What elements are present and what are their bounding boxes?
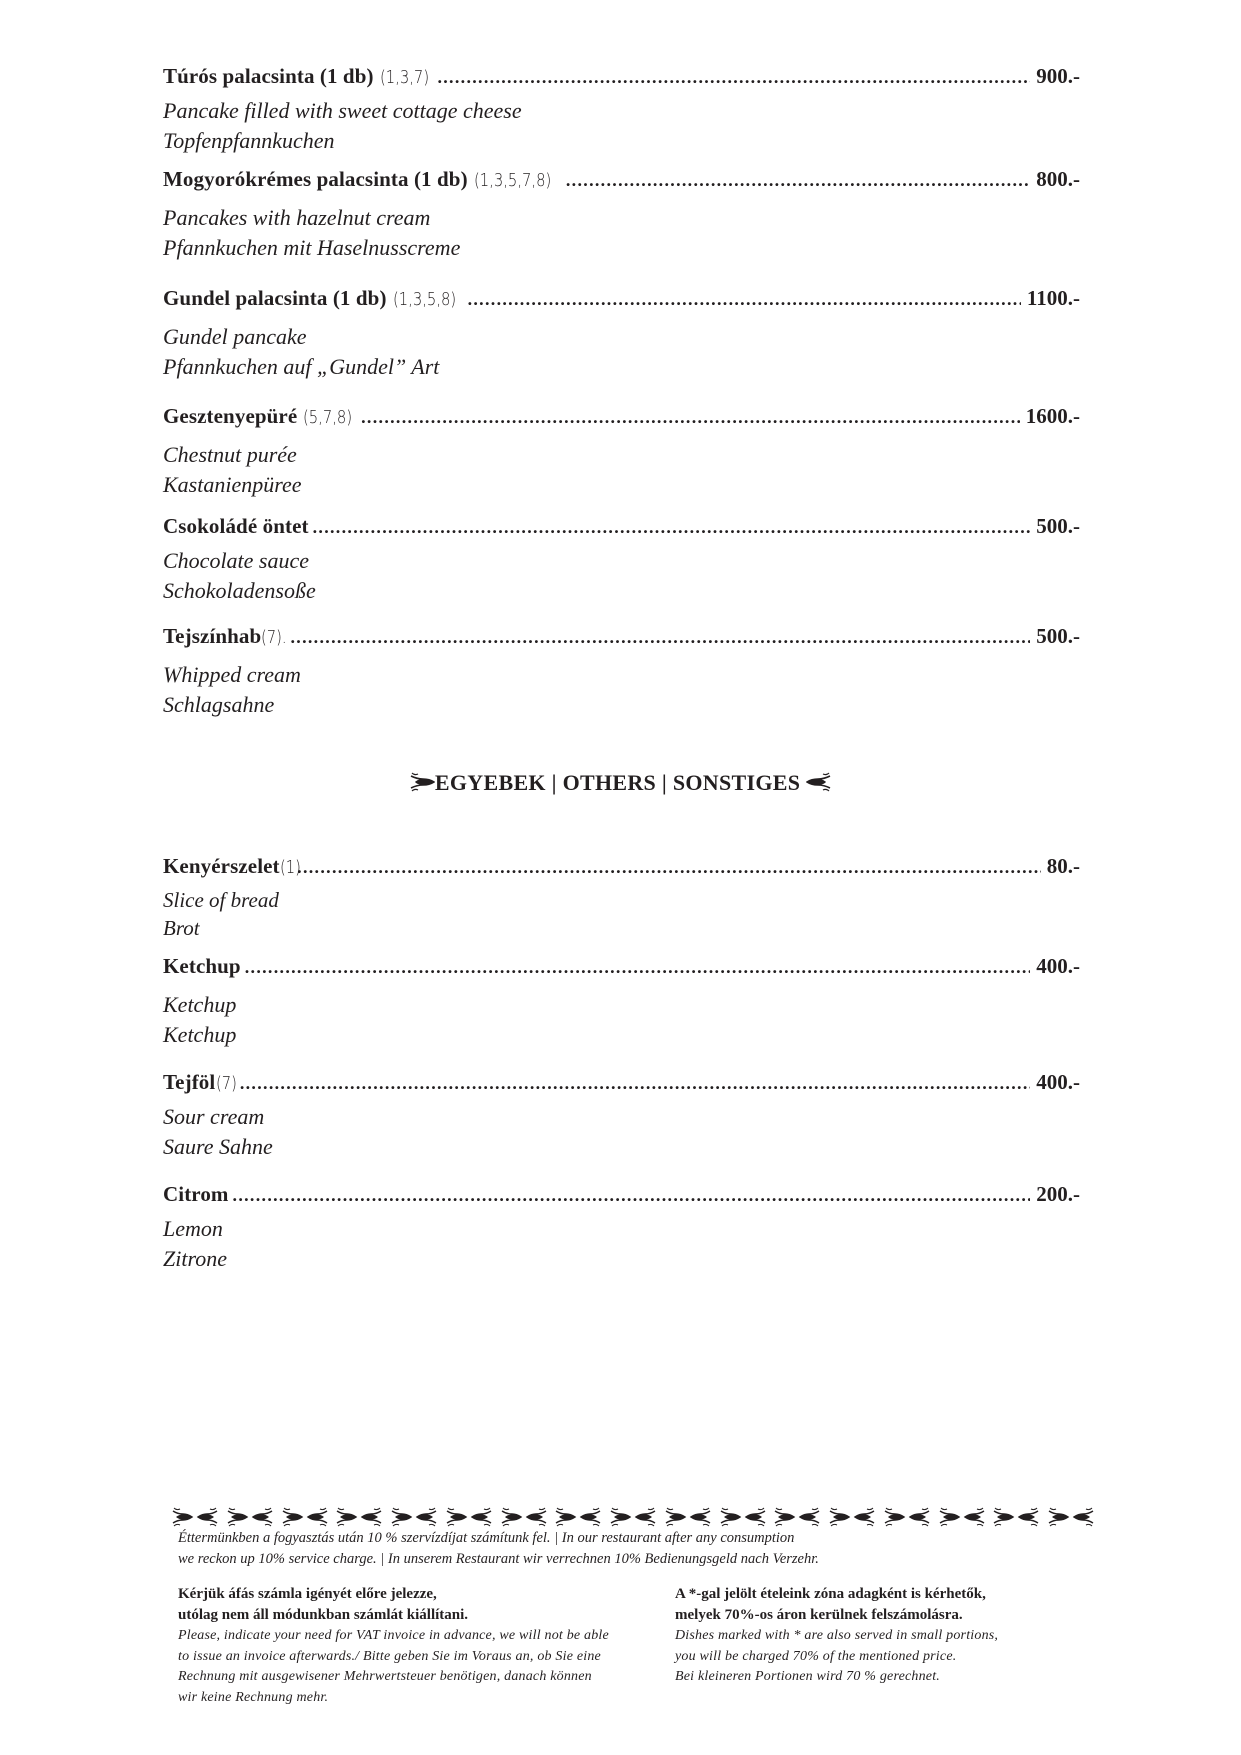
- menu-item: [163, 624, 1080, 720]
- item-price: 500.-: [1036, 624, 1080, 648]
- menu-item: [163, 854, 1080, 942]
- item-desc-en: Chocolate sauce: [163, 548, 310, 573]
- menu-item: [163, 64, 1080, 156]
- item-name: Túrós palacsinta (1 db): [163, 64, 374, 88]
- item-desc-de: Topfenpfannkuchen: [163, 128, 335, 153]
- item-name: Mogyorókrémes palacsinta (1 db): [163, 167, 468, 191]
- item-desc-de: Zitrone: [163, 1246, 227, 1271]
- item-price: 1100.-: [1026, 286, 1080, 310]
- menu-item: [163, 1182, 1080, 1274]
- vat-invoice-note: [178, 1584, 668, 1708]
- item-price: 800.-: [1036, 167, 1080, 191]
- item-name: Gundel palacsinta (1 db): [163, 286, 387, 310]
- item-allergens: (1,3,7): [379, 67, 429, 88]
- item-price: 400.-: [1036, 954, 1080, 978]
- item-desc-en: Whipped cream: [163, 662, 301, 687]
- item-desc-en: Pancake filled with sweet cottage cheese: [163, 98, 522, 123]
- item-desc-en: Chestnut purée: [163, 442, 297, 467]
- item-desc-de: Brot: [163, 916, 200, 940]
- dot-leader: [245, 957, 1031, 978]
- service-line-2: we reckon up 10% service charge. | In unserem Restaurant wir verrechnen 10% Bedienungsgeld nach Verzehr.: [178, 1551, 819, 1567]
- item-name: Tejszínhab: [163, 624, 262, 648]
- vat-italic-4: wir keine Rechnung mehr.: [178, 1689, 329, 1705]
- item-price: 80.-: [1046, 854, 1080, 878]
- vat-italic-1: Please, indicate your need for VAT invoice in advance, we will not be able: [178, 1628, 609, 1643]
- flourish-right-icon: [806, 770, 832, 800]
- menu-item: [163, 1070, 1080, 1162]
- portions-italic-3: Bei kleineren Portionen wird 70 % gerechnet.: [675, 1669, 941, 1684]
- item-desc-de: Ketchup: [163, 1022, 237, 1047]
- item-desc-de: Pfannkuchen auf „Gundel” Art: [163, 354, 440, 379]
- dot-leader: [468, 289, 1021, 310]
- menu-item: [163, 167, 1080, 263]
- vat-italic-3: Rechnung mit ausgewisener Mehrwertsteuer benötigen, danach können: [178, 1669, 592, 1684]
- dot-leader: [297, 857, 1041, 878]
- dot-leader: [313, 517, 1031, 538]
- dot-leader: [290, 627, 1030, 648]
- menu-item: [163, 286, 1080, 382]
- item-desc-de: Saure Sahne: [163, 1134, 273, 1159]
- item-name: Tejföl: [163, 1070, 216, 1094]
- item-name: Citrom: [163, 1182, 229, 1206]
- item-allergens: (7).: [261, 627, 287, 648]
- item-desc-de: Pfannkuchen mit Haselnusscreme: [163, 235, 461, 260]
- item-allergens: (1,3,5,7,8): [473, 170, 551, 191]
- item-desc-en: Pancakes with hazelnut cream: [163, 205, 431, 230]
- menu-item: [163, 954, 1080, 1050]
- portions-bold-2: melyek 70%-os áron kerülnek felszámolásra.: [675, 1607, 963, 1623]
- item-price: 400.-: [1036, 1070, 1080, 1094]
- small-portions-note: [675, 1584, 1095, 1688]
- item-price: 900.-: [1036, 64, 1080, 88]
- menu-item: [163, 404, 1080, 500]
- menu-item: [163, 514, 1080, 606]
- item-price: 1600.-: [1025, 404, 1080, 428]
- item-desc-en: Sour cream: [163, 1104, 265, 1129]
- portions-italic-2: you will be charged 70% of the mentioned price.: [675, 1648, 957, 1664]
- dot-leader: [437, 67, 1030, 88]
- section-heading: [0, 770, 1241, 800]
- service-charge-note: [178, 1528, 1078, 1570]
- item-desc-en: Slice of bread: [163, 888, 279, 912]
- item-allergens: (1,3,5,8): [392, 289, 456, 310]
- vat-italic-2: to issue an invoice afterwards./ Bitte geben Sie im Voraus an, ob Sie eine: [178, 1648, 601, 1664]
- dot-leader: [240, 1073, 1030, 1094]
- portions-bold-1: A *-gal jelölt ételeink zóna adagként is kérhetők,: [675, 1586, 986, 1602]
- item-desc-en: Gundel pancake: [163, 324, 307, 349]
- item-desc-de: Schokoladensoße: [163, 578, 316, 603]
- item-name: Gesztenyepüré: [163, 404, 298, 428]
- item-desc-en: Lemon: [163, 1216, 223, 1241]
- item-desc-de: Kastanienpüree: [163, 472, 302, 497]
- dot-leader: [361, 407, 1020, 428]
- vat-bold-1: Kérjük áfás számla igényét előre jelezze,: [178, 1586, 437, 1602]
- item-desc-en: Ketchup: [163, 992, 237, 1017]
- item-desc-de: Schlagsahne: [163, 692, 275, 717]
- dot-leader: [233, 1185, 1031, 1206]
- item-name: Ketchup: [163, 954, 241, 978]
- item-price: 500.-: [1036, 514, 1080, 538]
- item-name: Kenyérszelet: [163, 854, 280, 878]
- section-heading-text: EGYEBEK | OTHERS | SONSTIGES: [434, 770, 801, 796]
- item-allergens: (5,7,8): [303, 407, 353, 428]
- service-line-1: Éttermünkben a fogyasztás után 10 % szervízdíjat számítunk fel. | In our restaurant after any consumption: [178, 1530, 795, 1546]
- flourish-left-icon: [409, 770, 435, 800]
- item-name: Csokoládé öntet: [163, 514, 309, 538]
- item-price: 200.-: [1036, 1182, 1080, 1206]
- vat-bold-2: utólag nem áll módunkban számlát kiállítani.: [178, 1607, 469, 1623]
- dot-leader: [566, 170, 1030, 191]
- portions-italic-1: Dishes marked with * are also served in small portions,: [675, 1628, 999, 1643]
- item-allergens: (7): [216, 1073, 238, 1094]
- item-allergens: (1): [279, 857, 301, 878]
